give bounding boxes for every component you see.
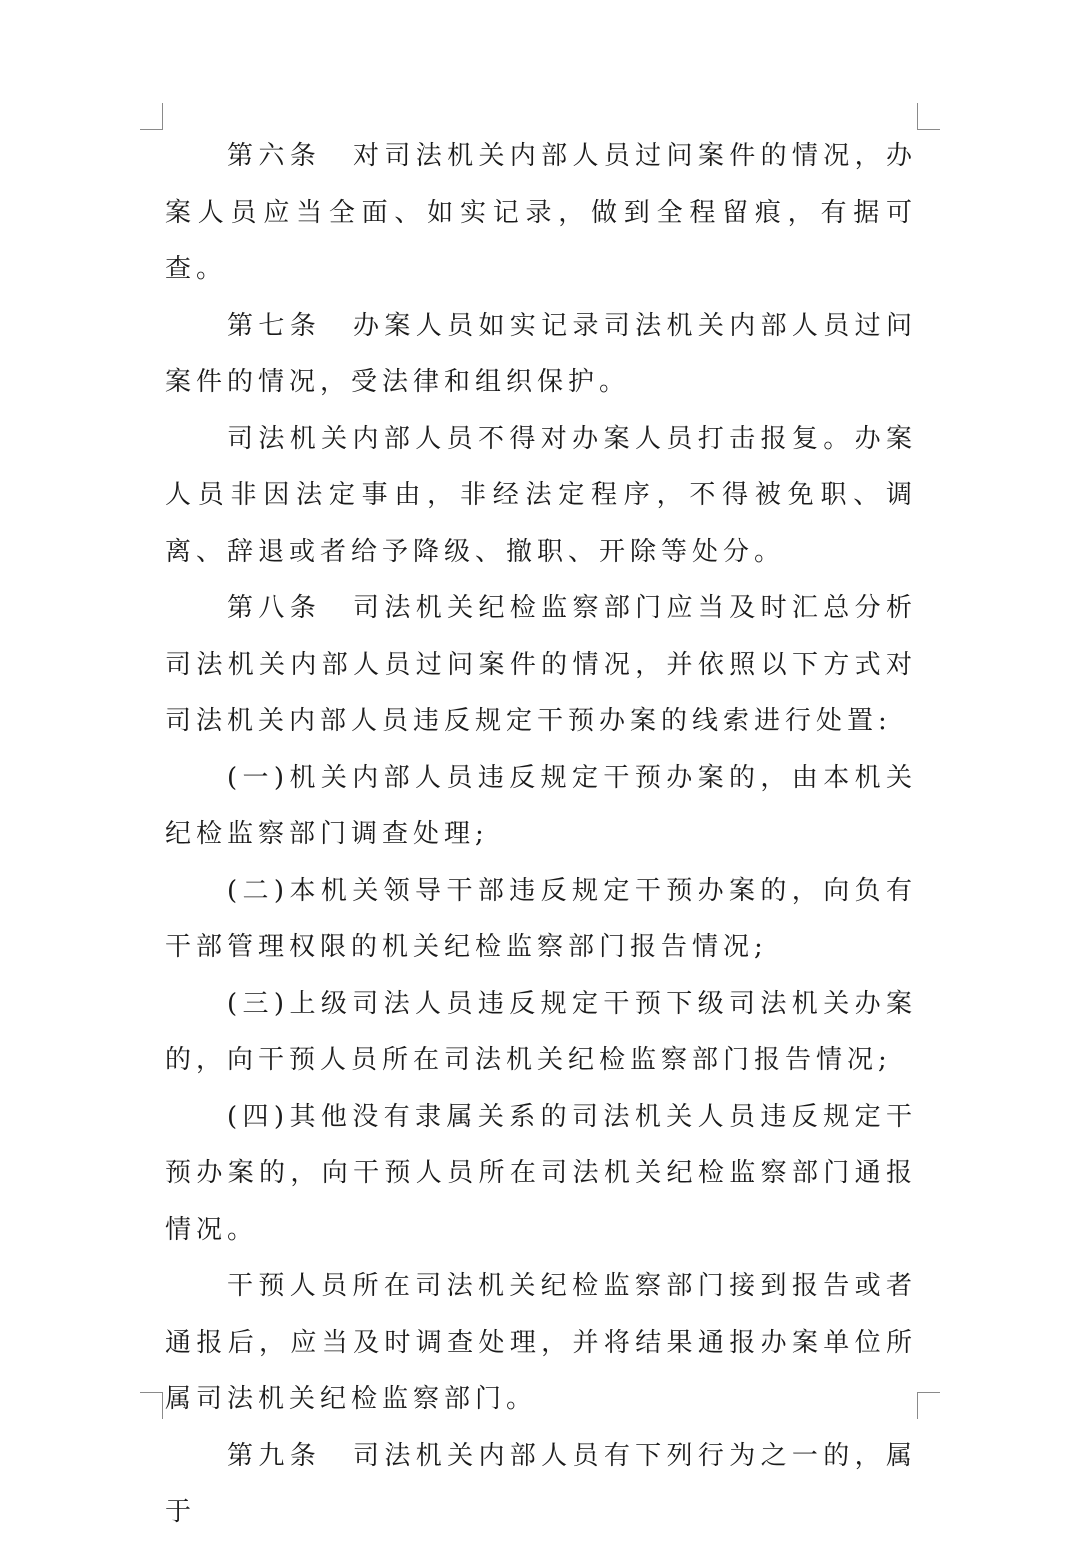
list-item-4 [165, 1089, 917, 1259]
article-number: 第九条 [227, 1440, 322, 1471]
paragraph-text: (四)其他没有隶属关系的司法机关人员违反规定干预办案的，向干预人员所在司法机关纪检监察部门通报情况。 [165, 1101, 917, 1245]
crop-mark-bottom-right [917, 1392, 940, 1419]
crop-mark-top-left [140, 103, 163, 130]
paragraph-text: 司法机关内部人员不得对办案人员打击报复。办案人员非因法定事由，非经法定程序，不得被免职、调离、辞退或者给予降级、撤职、开除等处分。 [165, 423, 917, 567]
paragraph-text: (二)本机关领导干部违反规定干预办案的，向负有干部管理权限的机关纪检监察部门报告情况; [165, 875, 917, 962]
paragraph-text: 干预人员所在司法机关纪检监察部门接到报告或者通报后，应当及时调查处理，并将结果通报办案单位所属司法机关纪检监察部门。 [165, 1271, 917, 1414]
paragraph-article-6 [165, 128, 917, 298]
paragraph-text: 办案人员如实记录司法机关内部人员过问案件的情况，受法律和组织保护。 [165, 310, 917, 397]
article-number: 第八条 [227, 593, 322, 623]
paragraph-text: 对司法机关内部人员过问案件的情况，办案人员应当全面、如实记录，做到全程留痕，有据可查。 [165, 141, 917, 284]
paragraph [165, 411, 917, 581]
paragraph-text: 司法机关纪检监察部门应当及时汇总分析司法机关内部人员过问案件的情况，并依照以下方式对司法机关内部人员违反规定干预办案的线索进行处置: [165, 593, 917, 736]
paragraph-text: (三)上级司法人员违反规定干预下级司法机关办案的，向干预人员所在司法机关纪检监察部门报告情况; [165, 988, 917, 1075]
article-number: 第六条 [227, 141, 322, 171]
paragraph [165, 1258, 917, 1428]
list-item-2 [165, 863, 917, 976]
paragraph-article-8 [165, 580, 917, 750]
list-item-1 [165, 750, 917, 863]
crop-mark-bottom-left [140, 1392, 163, 1419]
paragraph-text: 司法机关内部人员有下列行为之一的，属于 [165, 1440, 917, 1527]
document-body [165, 128, 917, 1541]
article-number: 第七条 [227, 310, 322, 341]
list-item-3 [165, 976, 917, 1089]
crop-mark-top-right [917, 103, 940, 130]
paragraph-article-7 [165, 298, 917, 411]
paragraph-text: (一)机关内部人员违反规定干预办案的，由本机关纪检监察部门调查处理; [165, 762, 917, 849]
